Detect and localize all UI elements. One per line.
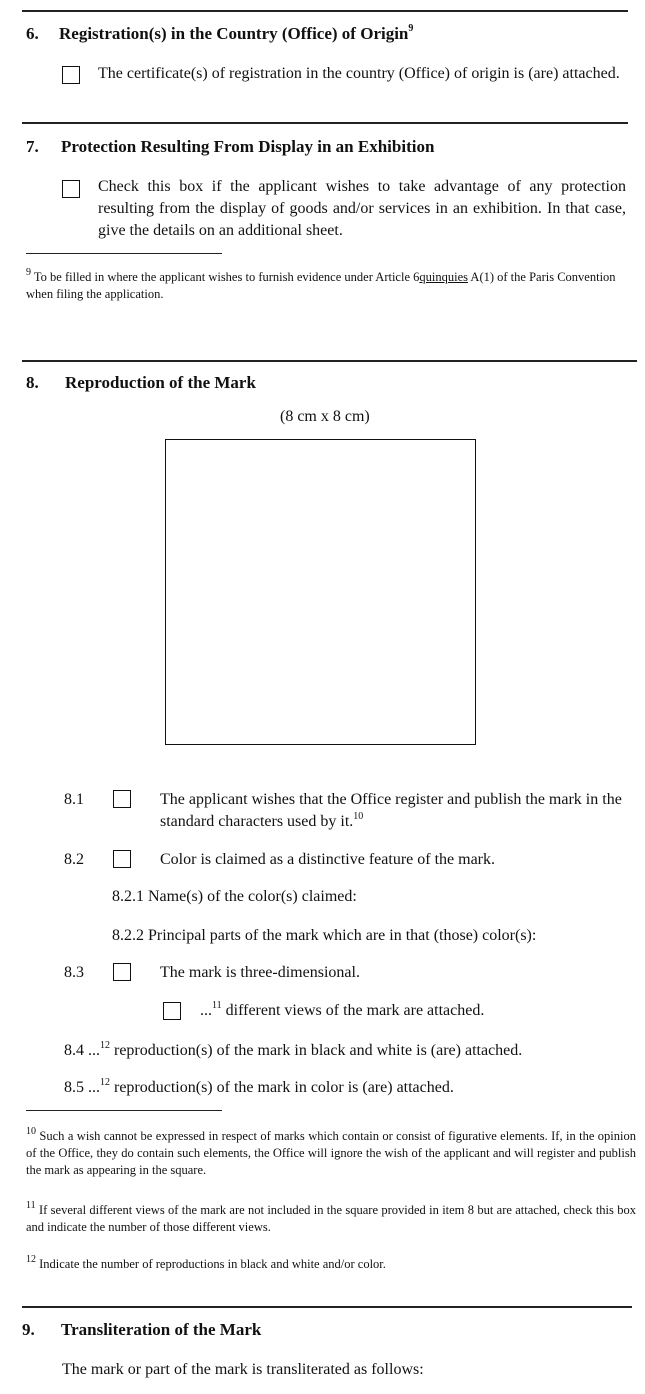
item-8-3-views-text: ...$^{11}$ different views of the mark are attached. [200, 999, 485, 1019]
mark-size-note: (8 cm x 8 cm) [280, 408, 370, 425]
item-8-2-number: 8.2 [64, 851, 84, 868]
section-9-heading [22, 1320, 261, 1340]
footnote-10: $^{10}$ Such a wish cannot be expressed in respect of marks which contain or consist of figurative elements. If, in the opinion of the Office, they do contain such elements, the Office will ignore the wish of the applicant and will register and publish the mark as appearing in the square. [26, 1125, 636, 1177]
section-6-heading [26, 24, 413, 44]
item-8-1-text: The applicant wishes that the Office register and publish the mark in the standard characters used by it.$^{10}$ [160, 791, 622, 830]
item-8-3-checkbox[interactable] [113, 963, 131, 981]
mark-reproduction-box[interactable] [165, 439, 476, 745]
footnote-9: $^9$ To be filled in where the applicant wishes to furnish evidence under Article 6quinquies A(1) of the Paris Convention when filing the application. [26, 266, 616, 301]
footnote-9-mark: 9 [26, 266, 31, 278]
section-9-title: Transliteration of the Mark [61, 1320, 262, 1339]
section-7-checkbox[interactable] [62, 180, 80, 198]
footnote-12-mark: 12 [26, 1253, 36, 1265]
footnote-10-mark: 10 [26, 1125, 36, 1137]
section-7-number: 7. [26, 137, 39, 156]
section-9-text: The mark or part of the mark is transliterated as follows: [62, 1361, 424, 1378]
item-8-3-views-checkbox[interactable] [163, 1002, 181, 1020]
item-8-2-checkbox[interactable] [113, 850, 131, 868]
item-8-2-1: 8.2.1 Name(s) of the color(s) claimed: [112, 888, 357, 905]
item-8-1-checkbox[interactable] [113, 790, 131, 808]
item-8-2-text: Color is claimed as a distinctive feature of the mark. [160, 851, 495, 868]
item-8-3-text: The mark is three-dimensional. [160, 964, 360, 981]
section-9-number: 9. [22, 1320, 35, 1339]
section-7-title: Protection Resulting From Display in an Exhibition [61, 137, 435, 156]
footnote-11-mark: 11 [26, 1199, 36, 1211]
item-8-4: 8.4 ...$^{12}$ reproduction(s) of the mark in black and white is (are) attached. [64, 1039, 523, 1059]
item-8-3-number: 8.3 [64, 964, 84, 981]
section-8-title: Reproduction of the Mark [65, 373, 256, 392]
footnote-11: $^{11}$ If several different views of the mark are not included in the square provided in item 8 but are attached, check this box and indicate the number of those different views. [26, 1199, 636, 1234]
footnote-12: $^{12}$ Indicate the number of reproductions in black and white and/or color. [26, 1253, 386, 1271]
section-6-checkbox[interactable] [62, 66, 80, 84]
footnotes-separator [26, 1110, 222, 1111]
top-rule [22, 10, 628, 12]
item-8-5: 8.5 ...$^{12}$ reproduction(s) of the mark in color is (are) attached. [64, 1076, 454, 1096]
section-6-text: The certificate(s) of registration in the country (Office) of origin is (are) attached. [98, 65, 620, 82]
item-8-2-2: 8.2.2 Principal parts of the mark which are in that (those) color(s): [112, 927, 537, 944]
section-7-rule [22, 122, 628, 124]
section-6-number: 6. [26, 24, 39, 43]
section-9-rule [22, 1306, 632, 1308]
section-7-heading [26, 137, 434, 157]
section-8-number: 8. [26, 373, 39, 392]
item-8-1-number: 8.1 [64, 791, 84, 808]
section-8-rule [22, 360, 637, 362]
footnote-9-separator [26, 253, 222, 254]
section-7-text: Check this box if the applicant wishes to take advantage of any protection resulting from the display of goods and/or services in an exhibition. In that case, give the details on an additional sheet. [98, 178, 626, 239]
section-8-heading [26, 373, 256, 393]
section-6-title: Registration(s) in the Country (Office) of Origin$^9$ [59, 23, 414, 43]
